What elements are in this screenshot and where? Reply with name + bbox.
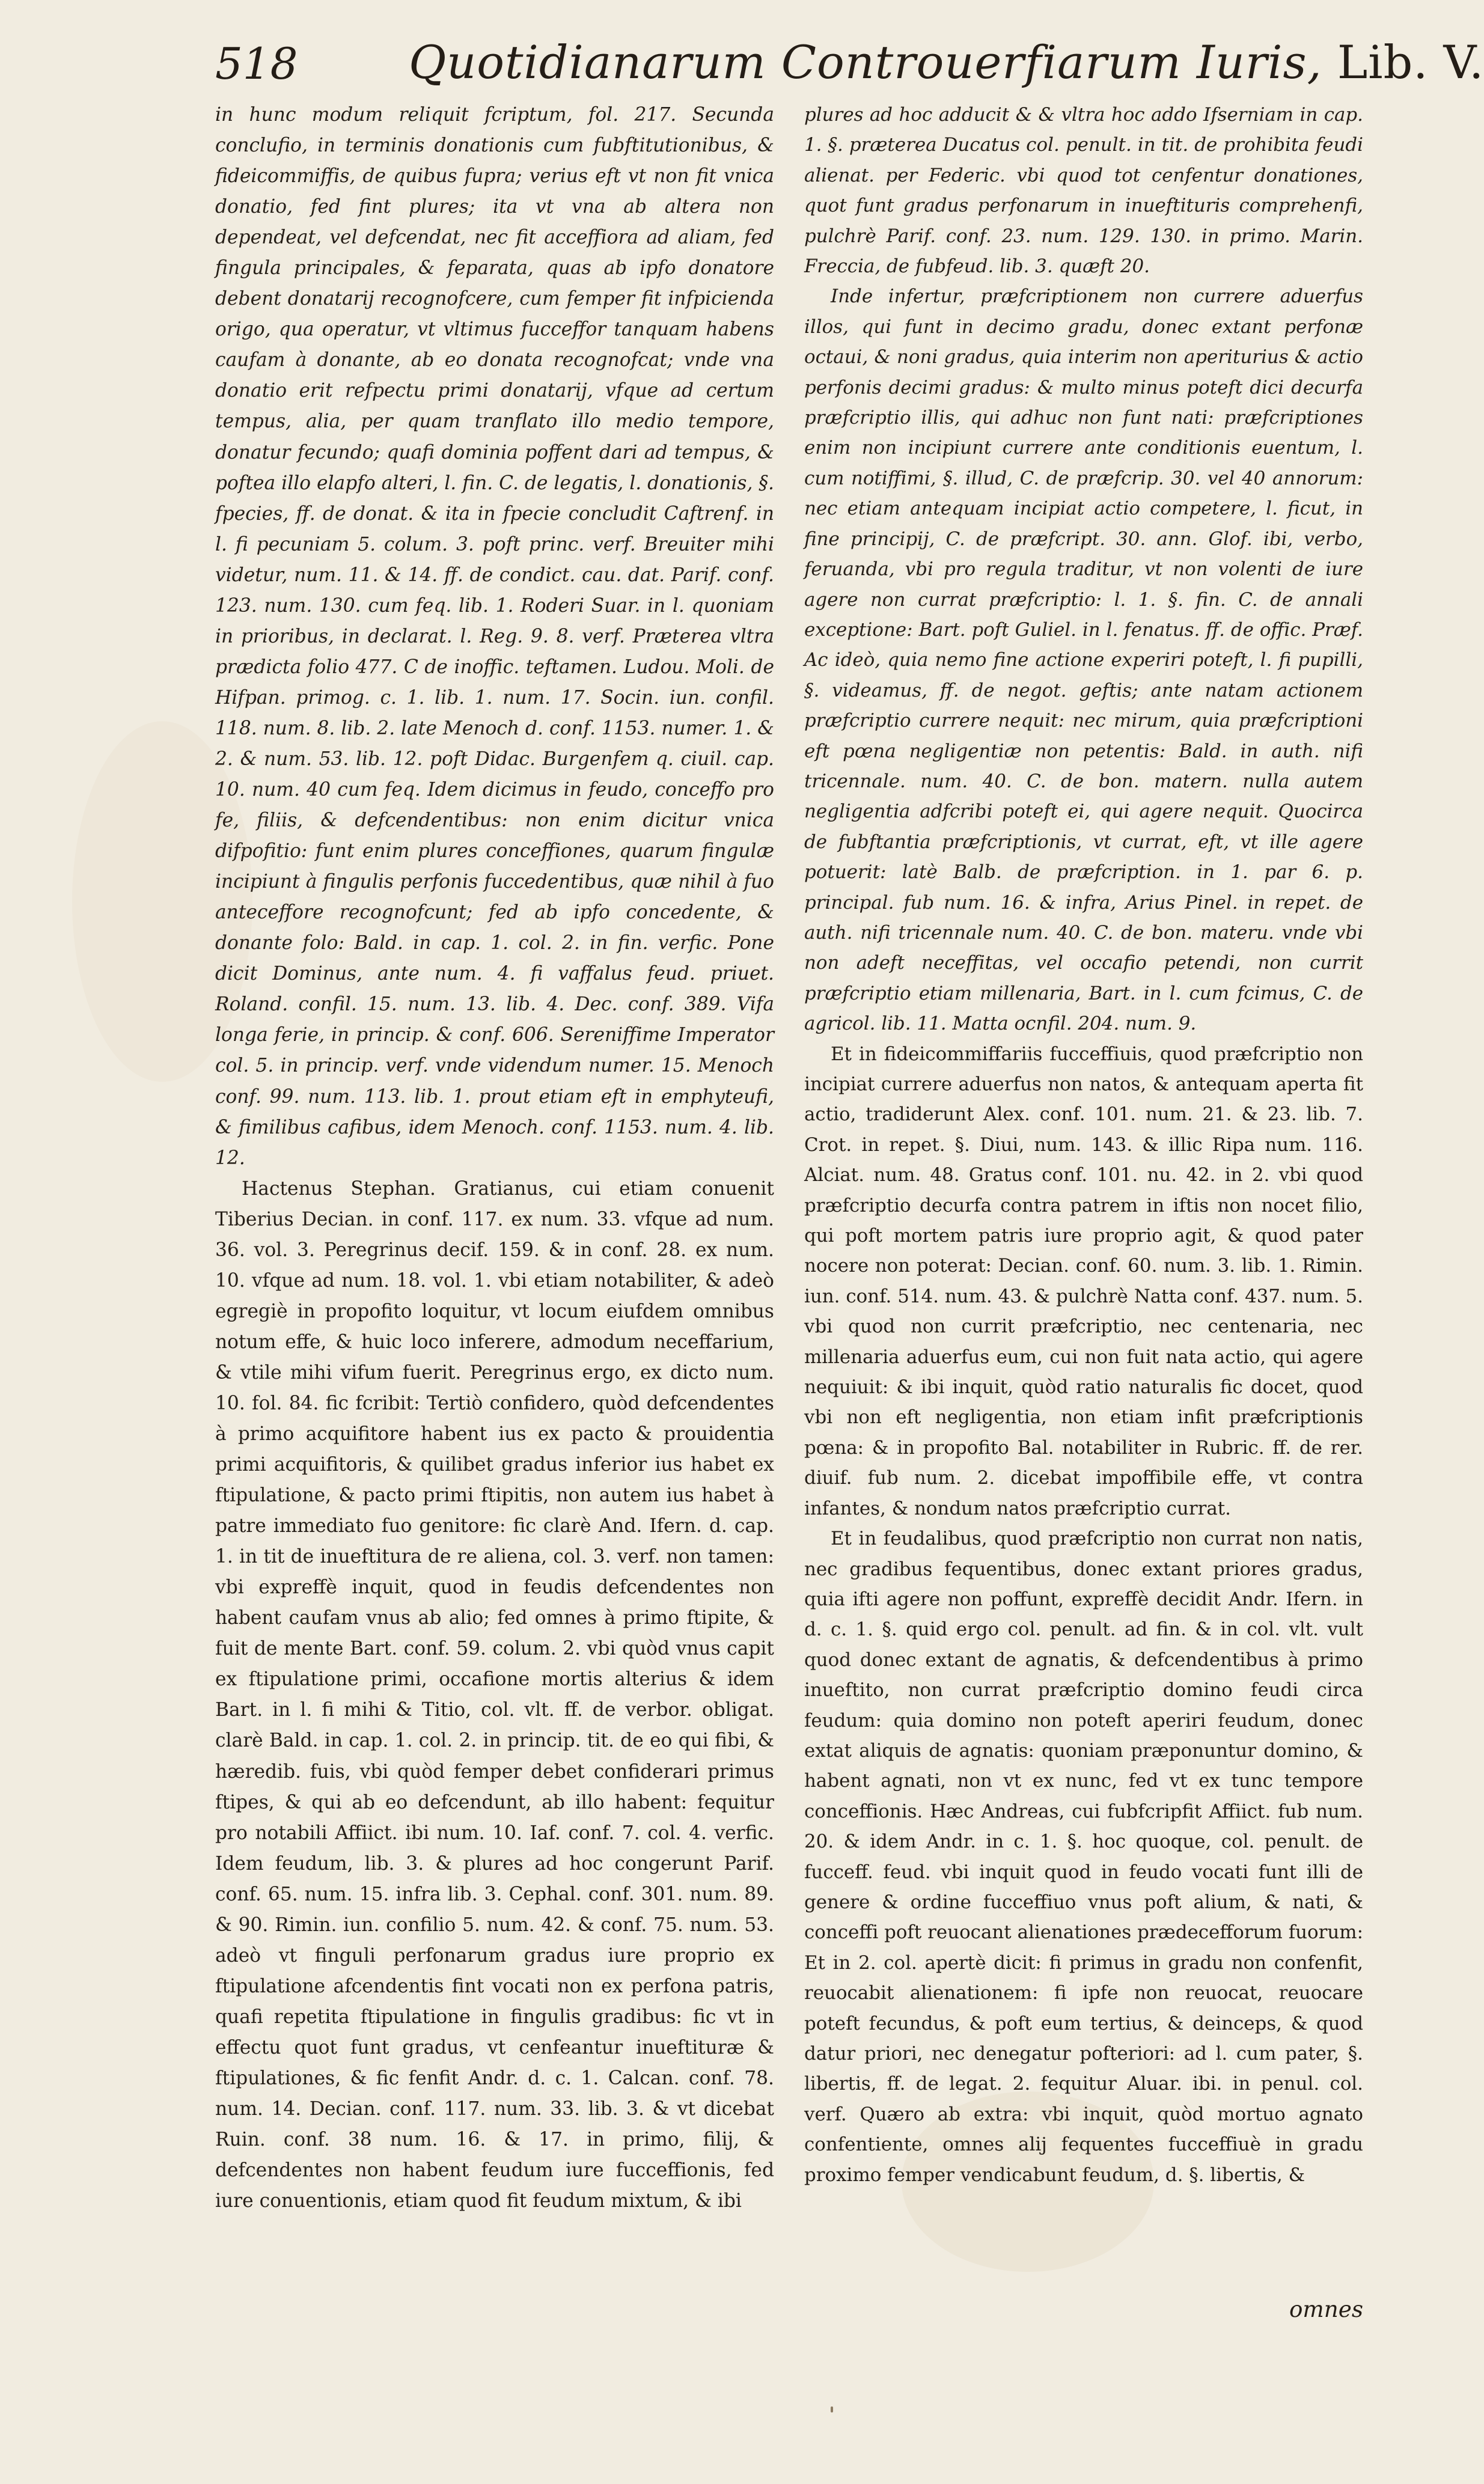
right-column: [804, 100, 1363, 2190]
page-number: 518: [215, 38, 298, 89]
paragraph: Inde infertur, præfcriptionem non currere aduerfus illos, qui funt in decimo gradu, donec extant perfonæ octaui, & noni gradus, quia interim non aperiturius & actio perfonis decimi gradus: & multo minus poteft dici decurfa præfcriptio illis, qui adhuc non funt nati: præfcriptiones enim non incipiunt currere ante conditionis euentum, l. cum notiffimi, §. illud, C. de præfcrip. 30. vel 40 annorum: nec etiam antequam incipiat actio competere, l. ficut, in fine principij, C. de præfcript. 30. ann. Glof. ibi, verbo, feruanda, vbi pro regula traditur, vt non volenti de iure agere non currat præfcriptio: l. 1. §. fin. C. de annali exceptione: Bart. poft Guliel. in l. fenatus. ff. de offic. Præf. Ac ideò, quia nemo fine actione experiri poteft, l. fi pupilli, §. videamus, ff. de negot. geftis; ante natam actionem præfcriptio currere nequit: nec mirum, quia præfcriptioni eft pœna negligentiæ non petentis: Bald. in auth. nifi tricennale. num. 40. C. de bon. matern. nulla autem negligentia adfcribi poteft ei, qui agere nequit. Quocirca de fubftantia præfcriptionis, vt currat, eft, vt ille agere potuerit: latè Balb. de præfcription. in 1. par 6. p. principal. fub num. 16. & infra, Arius Pinel. in repet. de auth. nifi tricennale num. 40. C. de bon. materu. vnde vbi non adeft neceffitas, vel occafio petendi, non currit præfcriptio etiam millenaria, Bart. in l. cum fcimus, C. de agricol. lib. 11. Matta ocnfil. 204. num. 9.: [804, 285, 1363, 1035]
catchword: omnes: [1289, 2296, 1363, 2322]
paragraph: Et in feudalibus, quod præfcriptio non currat non natis, nec gradibus fequentibus, donec extant priores gradus, quia ifti agere non poffunt, expreffè decidit Andr. Ifern. in d. c. 1. §. quid ergo col. penult. ad fin. & in col. vlt. vult quod donec extant de agnatis, & defcendentibus à primo inueftito, non currat præfcriptio domino feudi circa feudum: quia domino non poteft aperiri feudum, donec extat aliquis de agnatis: quoniam præponuntur domino, & habent agnati, non vt ex nunc, fed vt ex tunc tempore conceffionis. Hæc Andreas, cui fubfcripfit Affiict. fub num. 20. & idem Andr. in c. 1. §. hoc quoque, col. penult. de fucceff. feud. vbi inquit quod in feudo vocati funt illi de genere & ordine fucceffiuo vnus poft alium, & nati, & conceffi poft reuocant alienationes prædecefforum fuorum: Et in 2. col. apertè dicit: fi primus in gradu non confenfit, reuocabit alienationem: fi ipfe non reuocat, reuocare poteft fecundus, & poft eum tertius, & deinceps, & quod datur priori, nec denegatur pofteriori: ad l. cum pater, §. libertis, ff. de legat. 2. fequitur Aluar. ibi. in penul. col. verf. Quæro ab extra: vbi inquit, quòd mortuo agnato confentiente, omnes alij fequentes fucceffiuè in gradu proximo femper vendicabunt feudum, d. §. libertis, &: [804, 1528, 1363, 2186]
running-header: [0, 29, 1484, 95]
paragraph: in hunc modum reliquit fcriptum, fol. 217. Secunda conclufio, in terminis donationis cum fubftitutionibus, & fideicommiffis, de quibus fupra; verius eft vt non fit vnica donatio, fed fint plures; ita vt vna ab altera non dependeat, vel defcendat, nec fit acceffiora ad aliam, fed fingula principales, & feparata, quas ab ipfo donatore debent donatarij recognofcere, cum femper fit infpicienda origo, qua operatur, vt vltimus fucceffor tanquam habens caufam à donante, ab eo donata recognofcat; vnde vna donatio erit refpectu primi donatarij, vfque ad certum tempus, alia, per quam tranflato illo medio tempore, donatur fecundo; quafi dominia poffent dari ad tempus, & poftea illo elapfo alteri, l. fin. C. de legatis, l. donationis, §. fpecies, ff. de donat. & ita in fpecie concludit Caftrenf. in l. fi pecuniam 5. colum. 3. poft princ. verf. Breuiter mihi videtur, num. 11. & 14. ff. de condict. cau. dat. Parif. conf. 123. num. 130. cum feq. lib. 1. Roderi Suar. in l. quoniam in prioribus, in declarat. l. Reg. 9. 8. verf. Præterea vltra prædicta folio 477. C de inoffic. teftamen. Ludou. Moli. de Hifpan. primog. c. 1. lib. 1. num. 17. Socin. iun. confil. 118. num. 8. lib. 2. late Menoch d. conf. 1153. numer. 1. & 2. & num. 53. lib. 12. poft Didac. Burgenfem q. ciuil. cap. 10. num. 40 cum feq. Idem dicimus in feudo, conceffo pro fe, filiis, & defcendentibus: non enim dicitur vnica difpofitio: funt enim plures conceffiones, quarum fingulæ incipiunt à fingulis perfonis fuccedentibus, quæ nihil à fuo anteceffore recognofcunt; fed ab ipfo concedente, & donante folo: Bald. in cap. 1. col. 2. in fin. verfic. Pone dicit Dominus, ante num. 4. fi vaffalus feud. priuet. Roland. confil. 15. num. 13. lib. 4. Dec. conf. 389. Vifa longa ferie, in princip. & conf. 606. Sereniffime Imperator col. 5. in princip. verf. vnde videndum numer. 15. Menoch conf. 99. num. 113. lib. 1. prout etiam eft in emphyteufi, & fimilibus cafibus, idem Menoch. conf. 1153. num. 4. lib. 12.: [215, 104, 774, 1169]
paragraph: Hactenus Stephan. Gratianus, cui etiam conuenit Tiberius Decian. in conf. 117. ex num. 33. vfque ad num. 36. vol. 3. Peregrinus decif. 159. & in conf. 28. ex num. 10. vfque ad num. 18. vol. 1. vbi etiam notabiliter, & adeò egregiè in propofito loquitur, vt locum eiufdem omnibus notum effe, & huic loco inferere, admodum neceffarium, & vtile mihi vifum fuerit. Peregrinus ergo, ex dicto num. 10. fol. 84. fic fcribit: Tertiò confidero, quòd defcendentes à primo acquifitore habent ius ex pacto & prouidentia primi acquifitoris, & quilibet gradus inferior ius habet ex ftipulatione, & pacto primi ftipitis, non autem ius habet à patre immediato fuo genitore: fic clarè And. Ifern. d. cap. 1. in tit de inueftitura de re aliena, col. 3. verf. non tamen: vbi expreffè inquit, quod in feudis defcendentes non habent caufam vnus ab alio; fed omnes à primo ftipite, & fuit de mente Bart. conf. 59. colum. 2. vbi quòd vnus capit ex ftipulatione primi, occafione mortis alterius & idem Bart. in l. fi mihi & Titio, col. vlt. ff. de verbor. obligat. clarè Bald. in cap. 1. col. 2. in princip. tit. de eo qui fibi, & hæredib. fuis, vbi quòd femper debet confiderari primus ftipes, & qui ab eo defcendunt, ab illo habent: fequitur pro notabili Affiict. ibi num. 10. Iaf. conf. 7. col. 4. verfic. Idem feudum, lib. 3. & plures ad hoc congerunt Parif. conf. 65. num. 15. infra lib. 3. Cephal. conf. 301. num. 89. & 90. Rimin. iun. confilio 5. num. 42. & conf. 75. num. 53. adeò vt finguli perfonarum gradus iure proprio ex ftipulatione afcendentis fint vocati non ex perfona patris, quafi repetita ftipulatione in fingulis gradibus: fic vt in effectu quot funt gradus, vt cenfeantur inueftituræ & ftipulationes, & fic fenfit Andr. d. c. 1. Calcan. conf. 78. num. 14. Decian. conf. 117. num. 33. lib. 3. & vt dicebat Ruin. conf. 38 num. 16. & 17. in primo, filij, & defcendentes non habent feudum iure fucceffionis, fed iure conuentionis, etiam quod fit feudum mixtum, & ibi: [215, 1177, 774, 2212]
book-number: Lib. V.: [1337, 35, 1484, 89]
paragraph: plures ad hoc adducit & & vltra hoc addo Ifserniam in cap. 1. §. præterea Ducatus col. penult. in tit. de prohibita feudi alienat. per Federic. vbi quod tot cenfentur donationes, quot funt gradus perfonarum in inueftituris comprehenfi, pulchrè Parif. conf. 23. num. 129. 130. in primo. Marin. Freccia, de fubfeud. lib. 3. quæft 20.: [804, 104, 1363, 278]
left-column: [215, 100, 774, 2217]
paragraph: Et in fideicommiffariis fucceffiuis, quod præfcriptio non incipiat currere aduerfus non natos, & antequam aperta fit actio, tradiderunt Alex. conf. 101. num. 21. & 23. lib. 7. Crot. in repet. §. Diui, num. 143. & illic Ripa num. 116. Alciat. num. 48. Gratus conf. 101. nu. 42. in 2. vbi quod præfcriptio decurfa contra patrem in iftis non nocet filio, qui poft mortem patris iure proprio agit, & quod pater nocere non poterat: Decian. conf. 60. num. 3. lib. 1. Rimin. iun. conf. 514. num. 43. & pulchrè Natta conf. 437. num. 5. vbi quod non currit præfcriptio, nec centenaria, nec millenaria aduerfus eum, cui non fuit nata actio, qui agere nequiuit: & ibi inquit, quòd ratio naturalis fic docet, quod vbi non eft negligentia, non etiam infit præfcriptionis pœna: & in propofito Bal. notabiliter in Rubric. ff. de rer. diuif. fub num. 2. dicebat impoffibile effe, vt contra infantes, & nondum natos præfcriptio currat.: [804, 1043, 1363, 1519]
running-title: [409, 35, 1484, 89]
title-text: Quotidianarum Controuerfiarum Iuris,: [409, 35, 1322, 89]
ink-fleck: [831, 2406, 833, 2412]
